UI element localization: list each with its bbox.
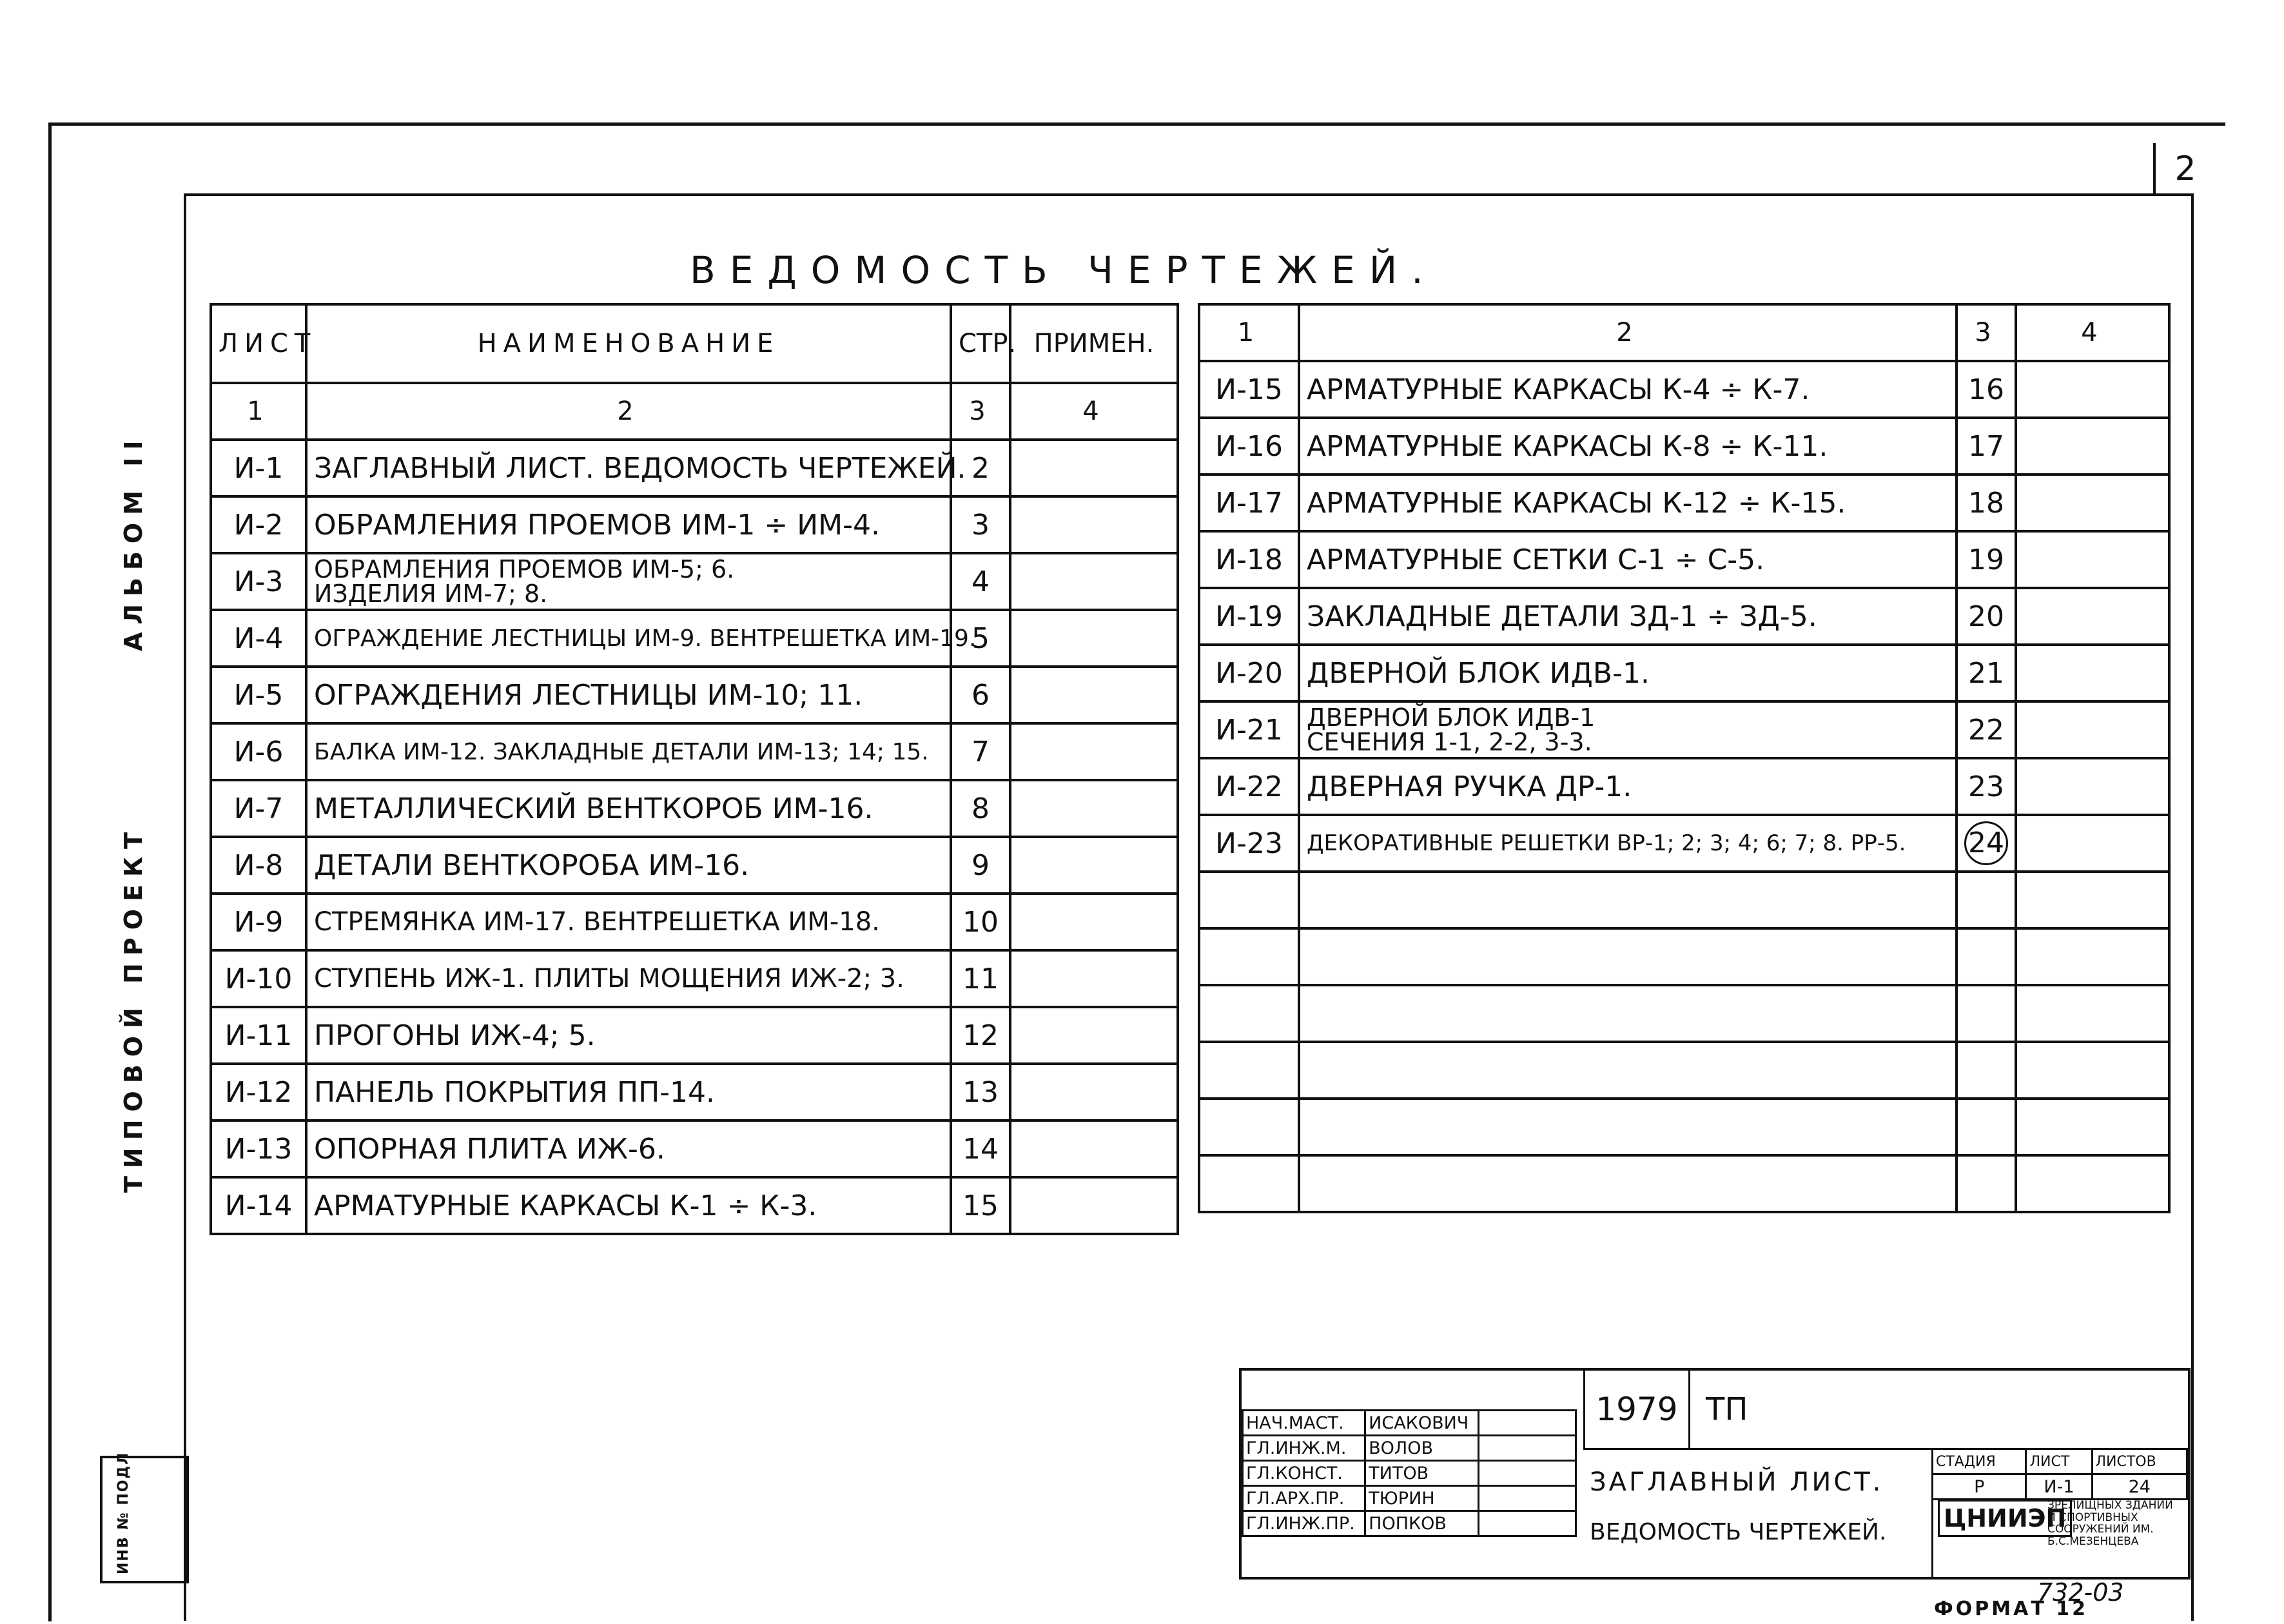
signature-row: [1243, 1436, 1576, 1461]
doc-type: ТП: [1706, 1391, 1748, 1427]
table-row: [211, 837, 1178, 894]
person-name: ТИТОВ: [1365, 1461, 1479, 1486]
sheet-name: ЗАГЛАВНЫЙ ЛИСТ. ВЕДОМОСТЬ ЧЕРТЕЖЕЙ.: [306, 440, 951, 496]
sheet-name: ОГРАЖДЕНИЯ ЛЕСТНИЦЫ ИМ-10; 11.: [306, 667, 951, 723]
empty-row: [1199, 1099, 2169, 1155]
sheet-code: И-19: [1199, 588, 1299, 645]
sheet-number: 2: [2153, 143, 2215, 195]
sheet-name: АРМАТУРНЫЕ КАРКАСЫ К-8 ÷ К-11.: [1299, 418, 1957, 474]
page-num: 2: [951, 440, 1010, 496]
sheet-name: ЗАКЛАДНЫЕ ДЕТАЛИ ЗД-1 ÷ ЗД-5.: [1299, 588, 1957, 645]
col-number: 2: [1299, 304, 1957, 361]
table-row: [1199, 588, 2169, 645]
stamp-title-2: ВЕДОМОСТЬ ЧЕРТЕЖЕЙ.: [1590, 1519, 1887, 1545]
usage: [2016, 418, 2169, 474]
page-num: 8: [951, 780, 1010, 837]
year: 1979: [1583, 1371, 1690, 1448]
page-num: 16: [1957, 361, 2016, 418]
page-num: 4: [951, 553, 1010, 610]
sheet-name: [1299, 701, 1957, 758]
sheet-name: СТУПЕНЬ ИЖ-1. ПЛИТЫ МОЩЕНИЯ ИЖ-2; 3.: [306, 950, 951, 1007]
sheet-code: И-2: [211, 496, 306, 553]
signature-table: [1242, 1409, 1577, 1537]
signature-row: [1243, 1411, 1576, 1436]
empty-row: [1199, 985, 2169, 1042]
col-header-page: СТР.: [951, 304, 1010, 383]
page-num: 7: [951, 723, 1010, 780]
signature: [1479, 1486, 1576, 1511]
sheet-name: ОГРАЖДЕНИЕ ЛЕСТНИЦЫ ИМ-9. ВЕНТРЕШЕТКА ИМ-19.: [306, 610, 951, 667]
sheet-name: ПАНЕЛЬ ПОКРЫТИЯ ПП-14.: [306, 1064, 951, 1120]
stage-value: Р: [1933, 1474, 2026, 1500]
page-num: 11: [951, 950, 1010, 1007]
signature-row: [1243, 1461, 1576, 1486]
col-number: 4: [2016, 304, 2169, 361]
page-num: 6: [951, 667, 1010, 723]
page-num: 22: [1957, 701, 2016, 758]
table-row: [211, 610, 1178, 667]
page-title: ВЕДОМОСТЬ ЧЕРТЕЖЕЙ.: [690, 248, 1438, 292]
sheet-code: И-8: [211, 837, 306, 894]
title-block: [1239, 1368, 2191, 1580]
sheet-code: И-3: [211, 553, 306, 610]
sheet-code: И-16: [1199, 418, 1299, 474]
usage: [1010, 1007, 1178, 1064]
inv-box: [100, 1451, 189, 1583]
sheet-code: И-13: [211, 1120, 306, 1177]
page-num: 9: [951, 837, 1010, 894]
table-row: [211, 1120, 1178, 1177]
sheet-code: И-20: [1199, 645, 1299, 701]
table-row: [211, 667, 1178, 723]
col-number: 2: [306, 383, 951, 440]
table-row: [211, 894, 1178, 950]
album-label: АЛЬБОМ II: [119, 433, 148, 651]
col-number: 3: [951, 383, 1010, 440]
sheet-name: ДВЕРНОЙ БЛОК ИДВ-1.: [1299, 645, 1957, 701]
usage: [1010, 950, 1178, 1007]
empty-row: [1199, 1155, 2169, 1212]
sheet-name-line1: ДВЕРНОЙ БЛОК ИДВ-1: [1307, 703, 1596, 732]
table-row: [211, 780, 1178, 837]
sheet-code: И-21: [1199, 701, 1299, 758]
sheet-code: И-15: [1199, 361, 1299, 418]
inv-label: ИНВ № ПОДЛ: [115, 1451, 132, 1574]
col-header-sheet: ЛИСТ: [211, 304, 306, 383]
person-name: ТЮРИН: [1365, 1486, 1479, 1511]
empty-row: [1199, 872, 2169, 928]
sheet-name: ДЕТАЛИ ВЕНТКОРОБА ИМ-16.: [306, 837, 951, 894]
table-row: [1199, 701, 2169, 758]
role: ГЛ.КОНСТ.: [1243, 1461, 1365, 1486]
person-name: ВОЛОВ: [1365, 1436, 1479, 1461]
sheet-code: И-7: [211, 780, 306, 837]
right-table: [1198, 303, 2171, 1213]
sheet-name: ПРОГОНЫ ИЖ-4; 5.: [306, 1007, 951, 1064]
usage: [2016, 361, 2169, 418]
usage: [2016, 645, 2169, 701]
sheet-code: И-4: [211, 610, 306, 667]
sheet-name: ДВЕРНАЯ РУЧКА ДР-1.: [1299, 758, 1957, 815]
signature-row: [1243, 1486, 1576, 1511]
page-num: 18: [1957, 474, 2016, 531]
usage: [2016, 815, 2169, 872]
usage: [1010, 837, 1178, 894]
table-row: [211, 496, 1178, 553]
sheet-name: АРМАТУРНЫЕ КАРКАСЫ К-12 ÷ К-15.: [1299, 474, 1957, 531]
signature: [1479, 1436, 1576, 1461]
sheet-code: И-11: [211, 1007, 306, 1064]
sheet-code: И-17: [1199, 474, 1299, 531]
col-header-name: НАИМЕНОВАНИЕ: [306, 304, 951, 383]
usage: [1010, 723, 1178, 780]
role: НАЧ.МАСТ.: [1243, 1411, 1365, 1436]
usage: [1010, 1120, 1178, 1177]
sheet-name: ДЕКОРАТИВНЫЕ РЕШЕТКИ ВР-1; 2; 3; 4; 6; 7; 8. РР-5.: [1299, 815, 1957, 872]
page-num: 3: [951, 496, 1010, 553]
person-name: ПОПКОВ: [1365, 1511, 1479, 1536]
page-num: 20: [1957, 588, 2016, 645]
table-row: [1199, 361, 2169, 418]
sheets-value: 24: [2092, 1474, 2187, 1500]
role: ГЛ.АРХ.ПР.: [1243, 1486, 1365, 1511]
usage: [2016, 588, 2169, 645]
page-num: 13: [951, 1064, 1010, 1120]
usage: [2016, 701, 2169, 758]
sheet-code: И-18: [1199, 531, 1299, 588]
role: ГЛ.ИНЖ.М.: [1243, 1436, 1365, 1461]
person-name: ИСАКОВИЧ: [1365, 1411, 1479, 1436]
sheet-name-line1: ОБРАМЛЕНИЯ ПРОЕМОВ ИМ-5; 6.: [314, 555, 735, 583]
left-table: [210, 303, 1179, 1235]
sheet-name: БАЛКА ИМ-12. ЗАКЛАДНЫЕ ДЕТАЛИ ИМ-13; 14; 15.: [306, 723, 951, 780]
table-row: [1199, 418, 2169, 474]
col-number: 3: [1957, 304, 2016, 361]
stamp-title-1: ЗАГЛАВНЫЙ ЛИСТ.: [1590, 1467, 1884, 1497]
page-num: 12: [951, 1007, 1010, 1064]
col-header-usage: ПРИМЕН.: [1010, 304, 1178, 383]
page-num: 15: [951, 1177, 1010, 1234]
empty-row: [1199, 1042, 2169, 1099]
sheet-code: И-5: [211, 667, 306, 723]
sheet-code: И-6: [211, 723, 306, 780]
sheet-code: И-9: [211, 894, 306, 950]
signature: [1479, 1511, 1576, 1536]
usage: [2016, 531, 2169, 588]
org-name: ЗРЕЛИЩНЫХ ЗДАНИЙ И СПОРТИВНЫХ СООРУЖЕНИЙ ИМ. Б.С.МЕЗЕНЦЕВА: [2047, 1499, 2173, 1549]
table-row: [1199, 645, 2169, 701]
signature: [1479, 1411, 1576, 1436]
sheet-name: АРМАТУРНЫЕ СЕТКИ С-1 ÷ С-5.: [1299, 531, 1957, 588]
sheet-name: ОПОРНАЯ ПЛИТА ИЖ-6.: [306, 1120, 951, 1177]
sheet-code: И-14: [211, 1177, 306, 1234]
stage-label: СТАДИЯ: [1933, 1449, 2026, 1474]
sheet-code: И-12: [211, 1064, 306, 1120]
sheet-code: И-22: [1199, 758, 1299, 815]
stage-table: [1931, 1448, 2188, 1500]
page-num: 14: [951, 1120, 1010, 1177]
usage: [1010, 780, 1178, 837]
project-label: ТИПОВОЙ ПРОЕКТ: [119, 824, 148, 1193]
usage: [1010, 1177, 1178, 1234]
usage: [2016, 474, 2169, 531]
usage: [1010, 1064, 1178, 1120]
page-num: 10: [951, 894, 1010, 950]
sheet-name: АРМАТУРНЫЕ КАРКАСЫ К-4 ÷ К-7.: [1299, 361, 1957, 418]
sheet-name: СТРЕМЯНКА ИМ-17. ВЕНТРЕШЕТКА ИМ-18.: [306, 894, 951, 950]
table-row: [211, 1007, 1178, 1064]
format-label: ФОРМАТ 12: [1934, 1598, 2088, 1620]
table-row: [211, 723, 1178, 780]
table-row: [1199, 815, 2169, 872]
table-row: [1199, 474, 2169, 531]
sheet-name: АРМАТУРНЫЕ КАРКАСЫ К-1 ÷ К-3.: [306, 1177, 951, 1234]
sheet-name-line2: СЕЧЕНИЯ 1-1, 2-2, 3-3.: [1307, 728, 1592, 756]
col-number: 4: [1010, 383, 1178, 440]
signature: [1479, 1461, 1576, 1486]
sheet-code: И-10: [211, 950, 306, 1007]
drawing-code: 732-03: [2037, 1578, 2124, 1607]
sheets-label: ЛИСТОВ: [2092, 1449, 2187, 1474]
org-logo: ЦНИИЭП: [1938, 1500, 2072, 1537]
sheet-name: МЕТАЛЛИЧЕСКИЙ ВЕНТКОРОБ ИМ-16.: [306, 780, 951, 837]
col-number: 1: [1199, 304, 1299, 361]
circled-page-num: 24: [1964, 821, 2008, 865]
sheet-code: И-23: [1199, 815, 1299, 872]
table-row: [1199, 758, 2169, 815]
table-row: [211, 1064, 1178, 1120]
usage: [1010, 667, 1178, 723]
role: ГЛ.ИНЖ.ПР.: [1243, 1511, 1365, 1536]
table-row: [211, 950, 1178, 1007]
table-row: [211, 440, 1178, 496]
table-row: [211, 1177, 1178, 1234]
sheet-name-line2: ИЗДЕЛИЯ ИМ-7; 8.: [314, 580, 548, 608]
usage: [1010, 440, 1178, 496]
sheet-code: И-1: [211, 440, 306, 496]
page-num: 17: [1957, 418, 2016, 474]
signature-row: [1243, 1511, 1576, 1536]
page-num: 5: [951, 610, 1010, 667]
page-num: 23: [1957, 758, 2016, 815]
page-num: 21: [1957, 645, 2016, 701]
sheet-name: [306, 553, 951, 610]
table-row: [211, 553, 1178, 610]
usage: [1010, 553, 1178, 610]
usage: [1010, 496, 1178, 553]
usage: [1010, 610, 1178, 667]
col-number: 1: [211, 383, 306, 440]
sheet-value: И-1: [2026, 1474, 2092, 1500]
page-num: 19: [1957, 531, 2016, 588]
sheet-name: ОБРАМЛЕНИЯ ПРОЕМОВ ИМ-1 ÷ ИМ-4.: [306, 496, 951, 553]
usage: [1010, 894, 1178, 950]
empty-row: [1199, 928, 2169, 985]
usage: [2016, 758, 2169, 815]
sheet-label: ЛИСТ: [2026, 1449, 2092, 1474]
page-num: [1957, 815, 2016, 872]
table-row: [1199, 531, 2169, 588]
